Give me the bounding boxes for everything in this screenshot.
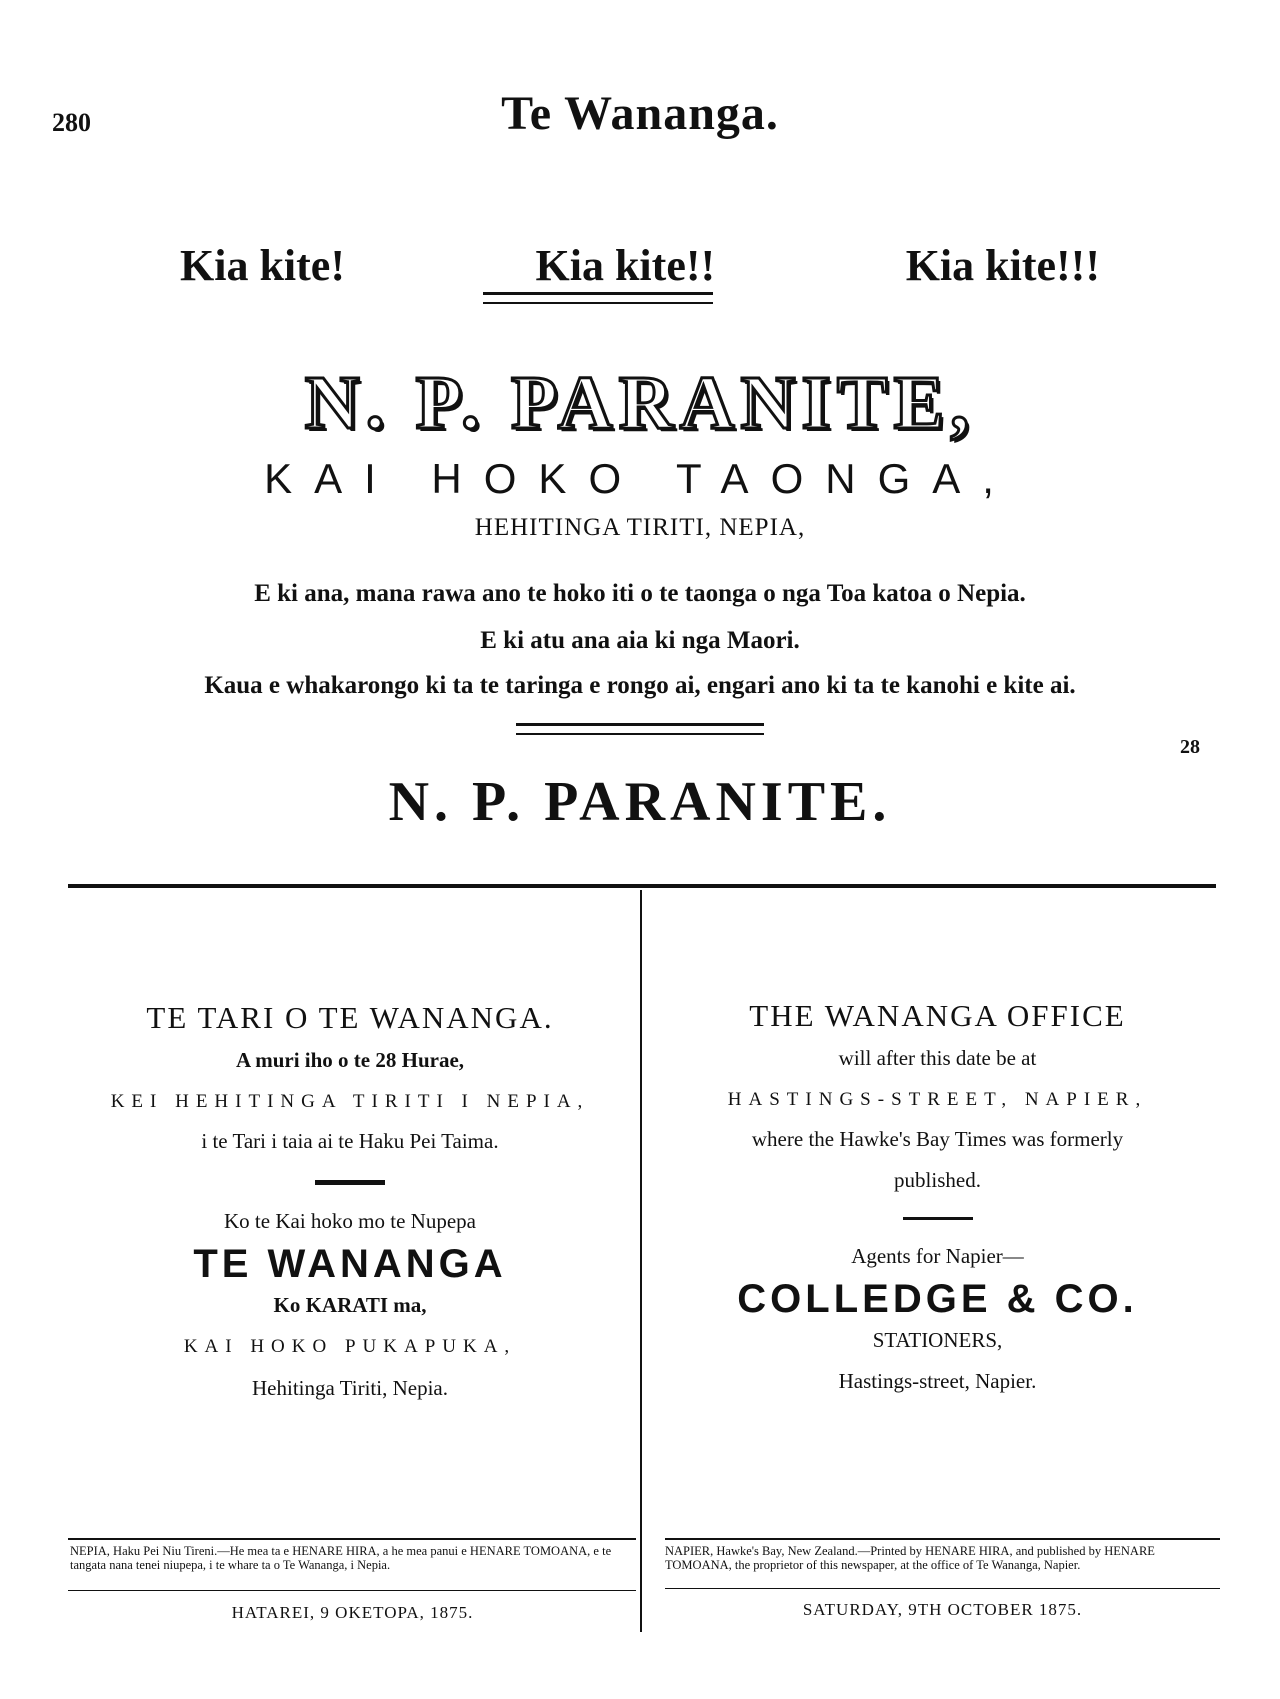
short-rule (903, 1217, 973, 1220)
right-notice-title: THE WANANGA OFFICE (749, 998, 1126, 1033)
date-right: SATURDAY, 9TH OCTOBER 1875. (802, 1600, 1083, 1619)
left-notice (80, 1000, 620, 1401)
left-notice-line-4: Ko te Kai hoko mo te Nupepa (224, 1209, 476, 1233)
imprint-right: NAPIER, Hawke's Bay, New Zealand.—Printed by HENARE HIRA, and published by HENARE TOMOANA, the proprietor of this newspaper, at the office of Te Wananga, Napier. (665, 1544, 1155, 1572)
right-notice-line-7: Hastings-street, Napier. (838, 1369, 1037, 1393)
advertiser-trade: KAI HOKO TAONGA, (264, 455, 1016, 502)
footer-rule-right (665, 1538, 1220, 1540)
kia-kite-2: Kia kite!! (535, 241, 716, 290)
right-notice-line-4: published. (894, 1168, 981, 1192)
column-divider (640, 890, 642, 1632)
advertiser-address: HEHITINGA TIRITI, NEPIA, (474, 514, 806, 541)
footer-rule-right-lower (665, 1588, 1220, 1589)
kia-kite-1: Kia kite! (180, 241, 345, 290)
right-notice-line-5: Agents for Napier— (851, 1244, 1024, 1268)
advert-line-2: E ki atu ana aia ki nga Maori. (480, 627, 800, 654)
left-notice-newspaper-name: TE WANANGA (193, 1242, 507, 1286)
right-notice-line-3: where the Hawke's Bay Times was formerly (751, 1127, 1124, 1151)
section-rule (68, 884, 1216, 888)
left-notice-line-2: KEI HEHITINGA TIRITI I NEPIA, (110, 1091, 590, 1112)
advertiser-name-footer: N. P. PARANITE. (388, 771, 892, 833)
imprint-left: NEPIA, Haku Pei Niu Tireni.—He mea ta e HENARE HIRA, a he mea panui e HENARE TOMOANA, e te tangata nana tenei niupepa, i te whare ta o Te Wananga, i Nepia. (70, 1544, 612, 1572)
left-notice-line-6: KAI HOKO PUKAPUKA, (183, 1336, 517, 1357)
advert-number: 28 (1180, 736, 1200, 758)
kia-kite-3: Kia kite!!! (905, 241, 1100, 290)
left-notice-line-5: Ko KARATI ma, (273, 1293, 427, 1317)
footer-rule-left-lower (68, 1590, 636, 1591)
masthead-title: Te Wananga. (501, 87, 779, 140)
footer-rule-left (68, 1538, 636, 1540)
left-notice-line-7: Hehitinga Tiriti, Nepia. (252, 1376, 448, 1400)
short-rule (315, 1180, 385, 1185)
divider-rule (516, 723, 764, 735)
advert-line-3: Kaua e whakarongo ki ta te taringa e rongo ai, engari ano ki ta te kanohi e kite ai. (204, 672, 1076, 699)
left-notice-line-1: A muri iho o te 28 Hurae, (235, 1048, 465, 1072)
advert-line-1: E ki ana, mana rawa ano te hoko iti o te taonga o nga Toa katoa o Nepia. (254, 580, 1026, 607)
advertiser-name-display: N. P. PARANITE, (304, 361, 976, 445)
date-left: HATAREI, 9 OKETOPA, 1875. (231, 1603, 474, 1622)
page-number: 280 (52, 108, 91, 137)
divider-rule (483, 292, 713, 304)
right-notice-agent-name: COLLEDGE & CO. (737, 1277, 1138, 1321)
right-notice (665, 998, 1210, 1394)
right-notice-line-1: will after this date be at (838, 1046, 1037, 1070)
right-notice-line-6: STATIONERS, (872, 1328, 1003, 1352)
kia-kite-row (180, 240, 1100, 291)
right-notice-line-2: HASTINGS-STREET, NAPIER, (727, 1089, 1148, 1110)
left-notice-title: TE TARI O TE WANANGA. (146, 1000, 554, 1035)
left-notice-line-3: i te Tari i taia ai te Haku Pei Taima. (201, 1129, 499, 1153)
